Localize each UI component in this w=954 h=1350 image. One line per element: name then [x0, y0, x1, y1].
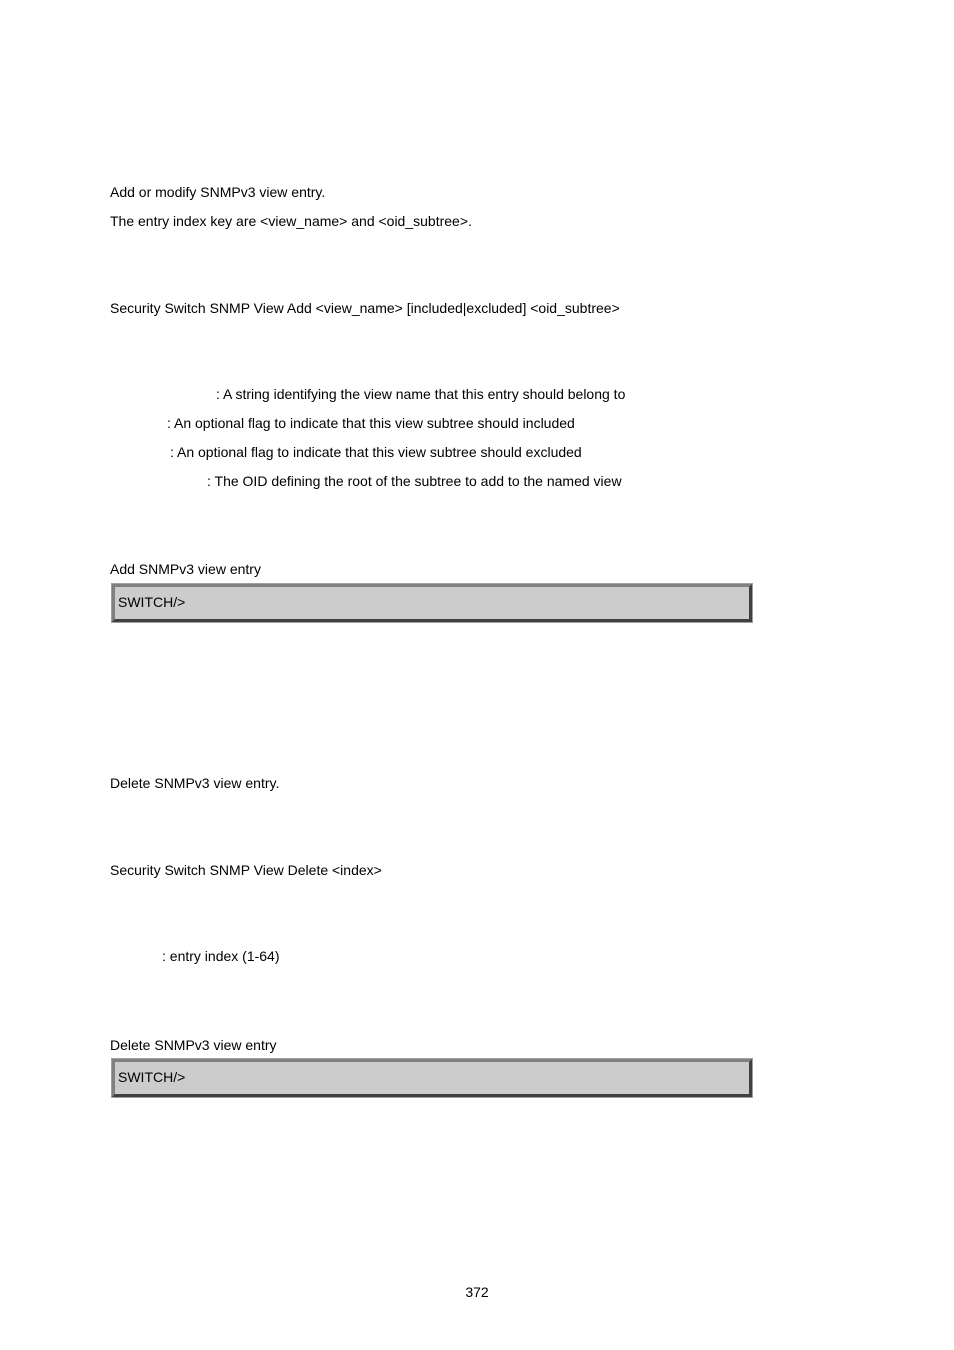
- add-example-console: [112, 584, 752, 622]
- delete-example-console: [112, 1059, 752, 1097]
- page-number: 372: [465, 1284, 489, 1300]
- add-param-excluded: : An optional flag to indicate that this view subtree should excluded: [170, 444, 582, 460]
- add-description-line1: Add or modify SNMPv3 view entry.: [110, 184, 326, 200]
- add-param-oid-subtree: : The OID defining the root of the subtree to add to the named view: [207, 473, 622, 489]
- add-syntax: Security Switch SNMP View Add <view_name> [included|excluded] <oid_subtree>: [110, 300, 620, 316]
- add-example-title: Add SNMPv3 view entry: [110, 561, 261, 577]
- add-description-line2: The entry index key are <view_name> and <oid_subtree>.: [110, 213, 472, 229]
- add-param-included: : An optional flag to indicate that this view subtree should included: [167, 415, 575, 431]
- add-param-view-name: : A string identifying the view name that this entry should belong to: [216, 386, 626, 402]
- console-prompt: SWITCH/>: [118, 1069, 186, 1085]
- delete-example-title: Delete SNMPv3 view entry: [110, 1037, 277, 1053]
- delete-description: Delete SNMPv3 view entry.: [110, 775, 280, 791]
- delete-syntax: Security Switch SNMP View Delete <index>: [110, 862, 382, 878]
- console-prompt: SWITCH/>: [118, 594, 186, 610]
- delete-param-index: : entry index (1-64): [162, 948, 280, 964]
